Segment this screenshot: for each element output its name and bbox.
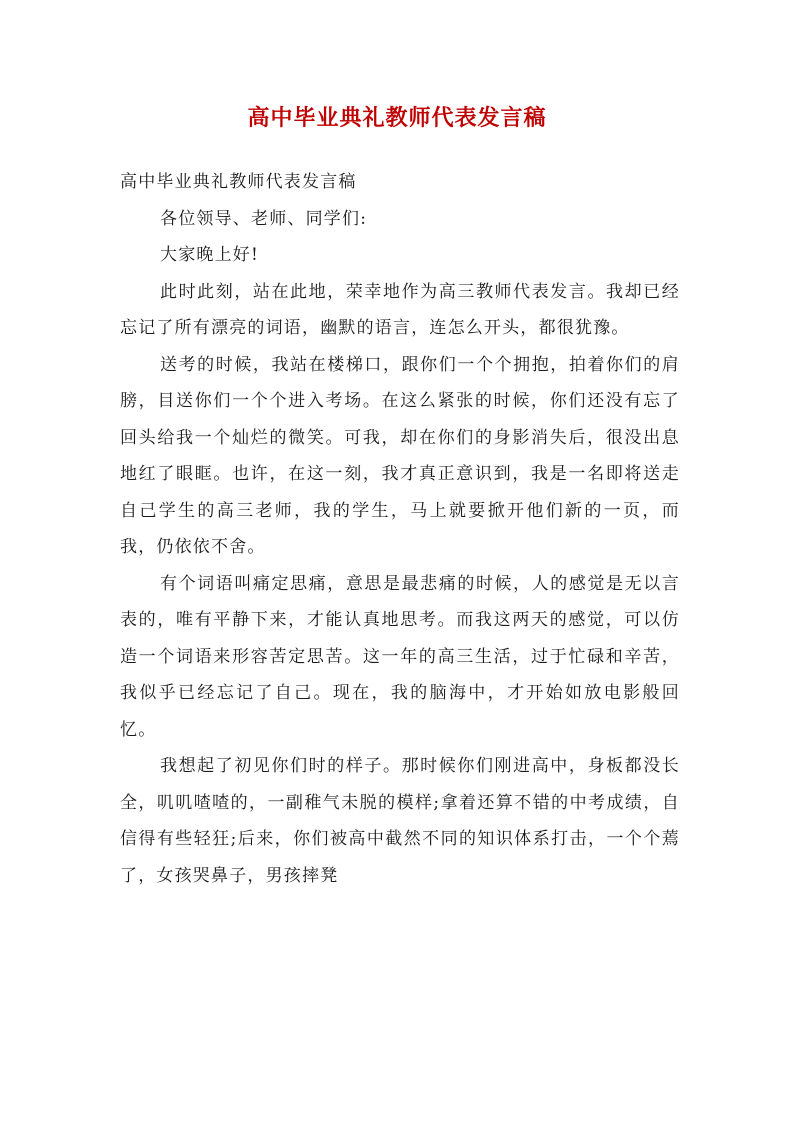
- document-body: [120, 164, 680, 894]
- paragraph-heading: 高中毕业典礼教师代表发言稿: [120, 172, 357, 192]
- paragraph-exam-farewell: 送考的时候，我站在楼梯口，跟你们一个个拥抱，拍着你们的肩膀，目送你们一个个进入考场。在这么紧张的时候，你们还没有忘了回头给我一个灿烂的微笑。可我，却在你们的身影消失后，很没出息地红了眼眶。也许，在这一刻，我才真正意识到，我是一名即将送走自己学生的高三老师，我的学生，马上就要掀开他们新的一页，而我，仍依依不舍。: [120, 354, 680, 557]
- paragraph-greeting: 大家晚上好!: [160, 245, 260, 265]
- paragraph-salutation: 各位领导、老师、同学们:: [160, 208, 368, 229]
- paragraph-opening: 此时此刻，站在此地，荣幸地作为高三教师代表发言。我却已经忘记了所有漂亮的词语，幽默的语言，连怎么开头，都很犹豫。: [120, 281, 680, 338]
- paragraph-memories: 我想起了初见你们时的样子。那时候你们刚进高中，身板都没长全，叽叽喳喳的，一副稚气未脱的模样;拿着还算不错的中考成绩，自信得有些轻狂;后来，你们被高中截然不同的知识体系打击，一个个蔫了，女孩哭鼻子，男孩摔凳: [120, 756, 680, 886]
- document-title: 高中毕业典礼教师代表发言稿: [247, 105, 547, 131]
- paragraph-reflection: 有个词语叫痛定思痛，意思是最悲痛的时候，人的感觉是无以言表的，唯有平静下来，才能认真地思考。而我这两天的感觉，可以仿造一个词语来形容苦定思苦。这一年的高三生活，过于忙碌和辛苦，我似乎已经忘记了自己。现在，我的脑海中，才开始如放电影般回忆。: [120, 573, 680, 740]
